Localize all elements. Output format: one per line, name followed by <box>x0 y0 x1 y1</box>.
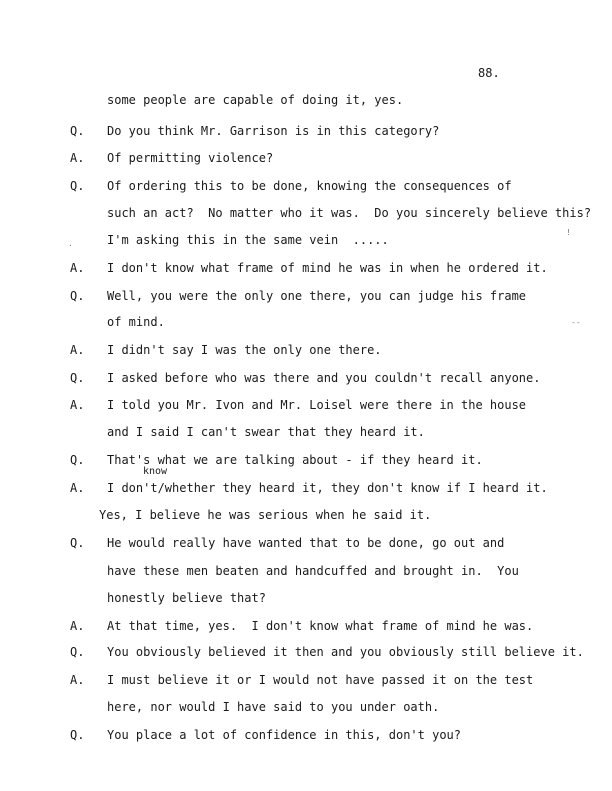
transcript-line: Do you think Mr. Garrison is in this category? <box>107 124 440 138</box>
speaker-label: Q. <box>70 453 85 467</box>
speaker-label: Q. <box>70 536 85 550</box>
speaker-label: Q. <box>70 371 85 385</box>
speaker-label: Q. <box>70 179 85 193</box>
speaker-label: A. <box>70 398 85 412</box>
scan-speck: -- <box>571 318 581 327</box>
transcript-line: have these men beaten and handcuffed and brought in. You <box>107 564 519 578</box>
transcript-line: I don't/whether they heard it, they don't know if I heard it. <box>107 481 548 495</box>
transcript-line: I asked before who was there and you couldn't recall anyone. <box>107 371 541 385</box>
transcript-line: I must believe it or I would not have passed it on the test <box>107 673 534 687</box>
speaker-label: A. <box>70 261 85 275</box>
transcript-line: such an act? No matter who it was. Do you sincerely believe this? <box>107 206 592 220</box>
transcript-line: I'm asking this in the same vein ..... <box>107 233 389 247</box>
transcript-line: Of ordering this to be done, knowing the consequences of <box>107 179 512 193</box>
transcript-line: Well, you were the only one there, you can judge his frame <box>107 289 527 303</box>
speaker-label: Q. <box>70 289 85 303</box>
speaker-label: A. <box>70 481 85 495</box>
transcript-line: He would really have wanted that to be done, go out and <box>107 536 505 550</box>
scan-speck: · <box>68 241 73 250</box>
speaker-label: A. <box>70 343 85 357</box>
speaker-label: A. <box>70 151 85 165</box>
transcript-line: You place a lot of confidence in this, don't you? <box>107 728 462 742</box>
scan-speck: ! <box>566 228 571 237</box>
speaker-label: A. <box>70 619 85 633</box>
transcript-line: and I said I can't swear that they heard it. <box>107 425 425 439</box>
speaker-label: Q. <box>70 645 85 659</box>
transcript-line: I didn't say I was the only one there. <box>107 343 382 357</box>
transcript-line: At that time, yes. I don't know what frame of mind he was. <box>107 619 534 633</box>
transcript-line: Yes, I believe he was serious when he said it. <box>99 508 432 522</box>
speaker-label: A. <box>70 673 85 687</box>
transcript-line: here, nor would I have said to you under oath. <box>107 700 440 714</box>
transcript-line: You obviously believed it then and you obviously still believe it. <box>107 645 584 659</box>
transcript-line: I don't know what frame of mind he was in when he ordered it. <box>107 261 548 275</box>
transcript-line: That's what we are talking about - if they heard it. <box>107 453 483 467</box>
transcript-line: some people are capable of doing it, yes. <box>107 93 404 107</box>
speaker-label: Q. <box>70 124 85 138</box>
transcript-line: I told you Mr. Ivon and Mr. Loisel were there in the house <box>107 398 527 412</box>
transcript-line: Of permitting violence? <box>107 151 274 165</box>
interlinear-insert: know <box>143 466 168 477</box>
transcript-line: of mind. <box>107 315 165 329</box>
speaker-label: Q. <box>70 728 85 742</box>
transcript-line: honestly believe that? <box>107 591 266 605</box>
page-number: 88. <box>478 66 500 80</box>
